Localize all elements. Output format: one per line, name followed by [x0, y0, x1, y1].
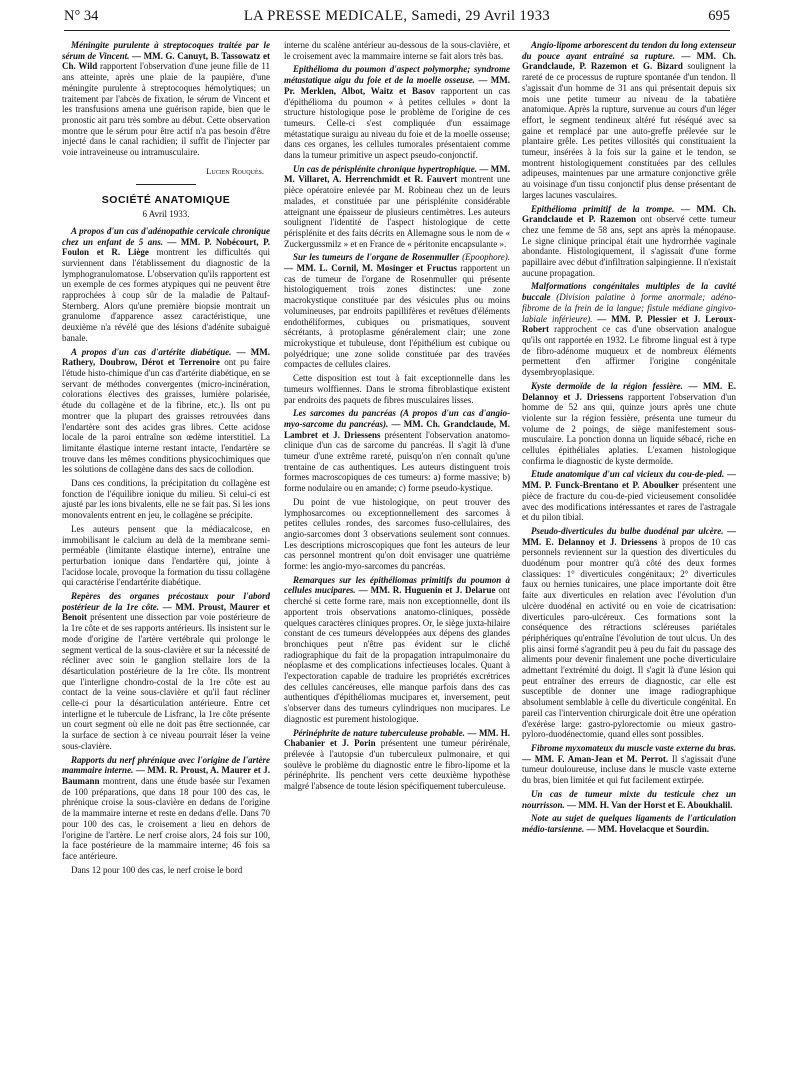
article-body: rapportent l'observation d'un homme de 52 ans qui, quinze jours après une chute violente sur la région fessière, présenta une tumeur du volume de 2 poings, de siège manifestement sous-musculaire. La ponction donna un liquide sébacé, riche en cellules épithéliales aplaties. L'examen histologique confirma le diagnostic de kyste dermoïde.: [522, 391, 737, 466]
article-body: montrent les difficultés qui surviennent dans l'établissement du diagnostic de la lymphogranulomatose. L'observation qu'ils rapportent est un exemple de ces formes atypiques qui ne peuvent être rapprochées à coup sûr de la maladie de Paltauf-Sternberg. Alors qu'une première biopsie montrait un granulome d'apparence assez caractéristique, une deuxième n'a révélé que des lésions d'adénite subaiguë banale.: [62, 247, 270, 343]
article-authors: — MM. Hovelacque et Sourdin.: [586, 823, 709, 834]
page-header: [64, 6, 730, 31]
article-authors: — MM. H. Van der Horst et E. Aboukhalil.: [567, 799, 733, 810]
article-authors: — MM. H. Chabanier et J. Porin: [284, 727, 511, 749]
article-title: Les sarcomes du pancréas (A propos d'un cas d'angio-myo-sarcome du pancréas).: [284, 408, 510, 429]
article-title: Rapports du nerf phrénique avec l'origine de l'artère mammaire interne.: [62, 754, 270, 776]
article-body: soulignent la rareté de ce processus de rupture spontanée d'un tendon. Il s'agissait d'un homme de 31 ans qui présentait depuis six mois une petite tumeur au niveau de la tabatière anatomique. Après la rupture, survenue au cours d'un léger effort, le segment tendineux altéré fut réséqué avec sa gaine et remplacé par une auto-greffe prélevée sur le plantaire grêle. Les petites villosités qui constituaient la tumeur, insérées à la fois sur la gaine et le tendon, se montrent histologiquement constituées par des cellules adipeuses, maintenues par une armature conjonctive grêle au voisinage d'un tissu conjonctif plus dense présentant de larges lacunes vasculaires.: [522, 61, 736, 200]
article-title: Etude anatomique d'un cal vicieux du cou-de-pied.: [531, 469, 725, 480]
article-authors: — MM. G. Canuyt, B. Tassowatz et Ch. Wild: [62, 50, 270, 72]
article-paragraph: interne du scalène antérieur au-dessous de la sous-clavière, et le croisement avec la mammaire interne se fait alors très bas.: [284, 40, 510, 61]
issue-number: N° 34: [64, 8, 99, 24]
article-title: A propos d'un cas d'artérite diabétique.: [71, 346, 232, 357]
article: [522, 381, 736, 467]
article-title: Epithélioma du poumon d'aspect polymorphe; syndrome métastatique aigu du foie et de la moelle osseuse.: [284, 64, 510, 86]
article: [284, 64, 510, 160]
article-title: Angio-lipome arborescent du tendon du long extenseur du pouce ayant entraîné sa rupture.: [522, 40, 736, 61]
article-title: Sur les tumeurs de l'organe de Rosenmuller: [293, 252, 460, 263]
article-body: ont cherché si cette forme rare, mais non exceptionnelle, dont ils apportent trois observations anatomo-cliniques, possède quelques caractères cliniques propres. Or, le siège juxta-hilaire constant de ces tumeurs développées aux dépens des glandes bronchiques peut n'être pas évident sur le cliché radiographique du fait de la propagation intrapulmonaire du néoplasme et des complications infectieuses locales. Quant à l'expectoration capable de traduire les propriétés excrétrices des cellules cancéreuses, elle manque parfois dans des cas authentiques d'épithéliomas mucipares et, inversement, peut s'observer dans des tumeurs cylindriques non mucipares. Le diagnostic est purement histologique.: [284, 585, 511, 724]
article-body: Il s'agissait d'une tumeur douloureuse, incluse dans le muscle vaste externe du bras, bien limitée et qui fut facilement extirpée.: [522, 753, 737, 786]
article: [62, 40, 270, 158]
article-title: Remarques sur les épithéliomas primitifs du poumon à cellules mucipares.: [284, 574, 510, 596]
signature: Lucien Rouquès.: [206, 165, 264, 176]
article-title: Pseudo-diverticules du bulbe duodénal par ulcère.: [531, 525, 724, 536]
divider: [136, 184, 196, 185]
article: [284, 575, 510, 725]
article-paragraph: Cette disposition est tout à fait exceptionnelle dans les tumeurs wolffiennes. Dans le stroma fibroblastique existent par endroits des paquets de fibres musculaires lisses.: [284, 373, 510, 405]
article: [284, 728, 510, 792]
article-title: Note au sujet de quelques ligaments de l'articulation médio-tarsienne.: [522, 813, 736, 834]
article-paragraph: Les auteurs pensent que la médiacalcose, en immobilisant le calcium au delà de la membrane semi-perméable (limitante élastique interne), entraîne une perturbation ionique dans l'endartère qui, jointe à l'acidose locale, provoque la formation du tissu collagène qui caractérise l'endartérite diabétique.: [62, 523, 270, 588]
article-authors: — MM. Rathery, Doubrow, Dérot et Terrenoire: [62, 346, 270, 368]
article: [522, 789, 736, 810]
article-title: Fibrome myxomateux du muscle vaste externe du bras.: [531, 743, 736, 753]
journal-title: LA PRESSE MEDICALE, Samedi, 29 Avril 1933: [243, 8, 551, 24]
article-authors: — MM. P. Plessier et J. Leroux-Robert: [522, 313, 737, 335]
article-title: Un cas de tumeur mixte du testicule chez un nourrisson.: [522, 788, 736, 810]
article-authors: — MM. Proust, Maurer et Benoit: [62, 601, 270, 623]
article: [522, 204, 736, 279]
article-authors: — MM. M. Villaret, A. Herrenchmidt et R. Fauvert: [284, 163, 511, 185]
society-date: 6 Avril 1933.: [142, 209, 190, 220]
article-title: Méningite purulente à streptocoques traitée par le sérum de Vincent.: [62, 40, 270, 61]
article-body: présentent une dissection par voie postérieure de la 1re côte et de ses rapports antérieurs. Ils insistent sur le mode d'origine de l'artère vertébrale qui prolonge le segment vertical de la sous-clavière et sur la nécessité de récliner avec soin le ganglion stellaire lors de la désarticulation postérieure de la 1re côte. Ils montrent que l'interligne chondro-costal de la 1re côte est au contact de la veine sous-clavière et qu'il faut récliner celle-ci pour la désarticulation antérieure. Entre cet interligne et le tubercule de Lisfranc, la 1re côte présente un court segment où elle ne doit pas être sectionnée, car la surface de section à ce niveau pourrait léser la veine sous-clavière.: [62, 612, 270, 751]
article-authors: — MM. P. Funck-Brentano et P. Aboulker: [522, 469, 737, 491]
article-body: montrent, dans une étude basée sur l'examen de 100 préparations, que dans 18 pour 100 des cas, le phrénique croise la sous-clavière en dedans de l'origine de la mammaire interne et reste en dedans d'elle. Dans 70 pour 100 des cas, le croisement a lieu en dehors de l'origine de l'artère. Le nerf croise alors, 24 fois sur 100, la face postérieure de la mammaire interne; 46 fois sa face antérieure.: [62, 776, 271, 861]
article-body: montrent une pièce opératoire enlevée par M. Robineau chez un de leurs malades, et constituée par une périsplénite considérable atteignant une épaisseur de plusieurs centimètres. Les auteurs soulignent l'identité de l'aspect histologique de cette périsplénite et des faits décrits en Allemagne sous le nom de « Zuckergussmilz » et en France de « péritonite encapsulante ».: [284, 174, 510, 249]
article-authors: — MM. Ch. Grandclaude, P. Razemon et G. Bizard: [522, 50, 736, 72]
article-paragraph: Dans 12 pour 100 des cas, le nerf croise le bord: [71, 864, 243, 875]
page-number: 695: [708, 8, 730, 24]
article-body: ont observé cette tumeur chez une femme de 58 ans, sept ans après la ménopause. Le signe clinique principal était une hydrorrhée vaginale abondante. Histologiquement, il s'agissait d'une forme papillaire avec début d'infiltration salpingienne. Il n'existait aucune propagation.: [522, 214, 736, 278]
article-authors: — MM. R. Proust, A. Maurer et J. Baumann: [62, 765, 270, 786]
article-authors: — MM. Ch. Grandclaude, M. Lambret et J. Driessens: [284, 418, 510, 440]
article-subtitle: (Division palatine à forme anormale; adéno-fibrome de la frein de la langue; fistule médiane gingivo-labiale inférieure).: [522, 292, 737, 324]
article-paragraph: Dans ces conditions, la précipitation du collagène est fonction de l'équilibre ionique du milieu. Si celui-ci est ajusté par les ions bivalents, elle ne se fait pas. Si les ions monovalents entrent en jeu, le collagène se précipite.: [62, 478, 270, 521]
article-body: présentent l'observation anatomo-clinique d'un cas de sarcome du pancréas. Il s'agit là d'une tumeur d'une extrême rareté, puisqu'on n'en connaît qu'une trentaine de cas authentiques. Les auteurs distinguent trois formes macroscopiques de ces tumeurs: a) forme massive; b) forme nodulaire ou en amande; c) forme pseudo-kystique.: [284, 429, 510, 494]
article-title: Un cas de périsplénite chronique hypertrophique.: [293, 163, 478, 174]
article-authors: — MM. Ch. Grandclaude et P. Razemon: [522, 203, 736, 225]
article: [284, 408, 510, 494]
article-authors: — MM. F. Aman-Jean et M. Perrot.: [522, 753, 669, 764]
article: [62, 591, 270, 752]
article: [522, 526, 736, 740]
article: [62, 226, 270, 344]
article-authors: — MM. P. Nobécourt, P. Foulon et R. Liège: [62, 236, 271, 258]
article-body: présentent une pièce de fracture du cou-de-pied vicieusement consolidée avec des modifications intéressantes et rares de l'astragale et du pilon tibial.: [522, 480, 736, 523]
article: [522, 469, 736, 523]
article-authors: — MM. R. Huguenin et J. Delarue: [358, 585, 496, 596]
article-title: Kyste dermoïde de la région fessière.: [531, 380, 683, 391]
article-authors: — MM. E. Delannoy et J. Driessens: [522, 525, 736, 547]
article: [284, 164, 510, 250]
article: [284, 252, 510, 370]
column-2: [284, 40, 510, 795]
article: [522, 40, 736, 201]
article: [522, 813, 736, 834]
article-subtitle: (Epoophore).: [462, 252, 510, 263]
article-body: à propos de 10 cas personnels reviennent sur la question des diverticules du duodénum pour montrer qu'à côté des deux formes classiques: 1° diverticules congénitaux; 2° diverticules faux ou hernies tunicaires, une place importante doit être faite aux diverticules en relation avec l'évolution d'un ulcère duodénal en activité ou en voie de cicatrisation: diverticules paro-ulcéreux. Ces formations sont la conséquence des rétractions scléreuses pariétales périphériques qu'entraîne l'évolution de tout ulcus. Un des plis ainsi formé s'agrandit peu à peu du fait du passage des aliments pour devenir finalement une poche diverticulaire admettant l'extrémité du doigt. Il s'agit là d'une lésion qui peut entraîner des erreurs de diagnostic, car elle est susceptible de donner une image radiographique absolument semblable à celle du diverticule congénital. En pareil cas l'intervention chirurgicale doit être une opération d'exérèse large: gastro-pylorectomie ou mieux gastro-pyloro-duodénectomie, quand elles sont possibles.: [522, 536, 736, 740]
article: [62, 755, 270, 862]
article-authors: — MM. L. Cornil, M. Mosinger et Fructus: [284, 263, 457, 274]
article-body: rapportent un cas d'épithélioma du poumon « à petites cellules » dont la structure histologique pose le problème de l'origine de ces tumeurs. Celle-ci s'est compliquée d'un essaimage métastatique suraigu au niveau du foie et de la moelle osseuse; dans ces organes, les cellules tumorales présentaient comme dans la tumeur primitive un aspect pseudo-conjonctif.: [284, 85, 511, 161]
article-authors: — MM. E. Delannoy et J. Driessens: [522, 380, 736, 402]
column-3: [522, 40, 736, 838]
article: [522, 743, 736, 786]
article-body: ont pu faire l'étude histo-chimique d'un cas d'artérite diabétique, en se servant de méthodes convergentes (micro-incinération, colorations électives des graisses, lumière polarisée, étude du collagène et de la fibrine, etc.). Ils ont pu montrer que la plupart des graisses retrouvées dans l'endartère sont des acides gras libres. Cette acidose locale de la paroi entraîne son œdème interstitiel. La limitante élastique interne restant intacte, l'endartère se trouve dans les mêmes conditions physicochimiques que les solutions de collagène dans des sacs de collodion.: [62, 357, 271, 475]
article: [62, 347, 270, 475]
article-paragraph: Du point de vue histologique, on peut trouver des lymphosarcomes ou exceptionnellement des sarcomes à petites cellules rondes, des sarcomes fuso-cellulaires, des angio-sarcomes dont 3 observations seulement sont connues. Les descriptions microscopiques que font les auteurs de leur cas personnel montrent qu'on doit envisager une quatrième forme: les angio-myo-sarcomes du pancréas.: [284, 496, 510, 572]
article-title: Périnéphrite de nature tuberculeuse probable.: [293, 727, 465, 738]
column-1: [62, 40, 270, 878]
article-body: rapportent un cas de tumeur de l'organe de Rosenmuller qui présente histologiquement trois zones distinctes: une zone macrokystique constituée par des vésicules plus ou moins volumineuses, par endroits papillifères et revêtues d'éléments endothéliformes, cubiques ou prismatiques, souvent sécrétants, à protoplasme généralement clair; une zone microkystique et tubuleuse, dont l'épithélium est cubique ou polyédrique; une zone solide constituée par des travées compactes de cellules claires.: [284, 263, 510, 370]
article-title: A propos d'un cas d'adénopathie cervicale chronique chez un enfant de 5 ans.: [62, 225, 270, 247]
article-body: rapportent l'observation d'une jeune fille de 11 ans atteinte, après une plaie de la paupière, d'une méningite purulente à streptocoques hémolytiques; un traitement par l'abcès de fixation, le sérum de Vincent et les transfusions amena une guérison rapide, bien que le pronostic ait paru très sombre au début. Cette observation montre que le sérum pour être actif n'a pas besoin d'être injecté dans le canal rachidien; il suffit de l'injecter par voie intraveineuse ou intramusculaire.: [62, 61, 271, 158]
article-title: Repères des organes précostaux pour l'abord postérieur de la 1re côte.: [62, 591, 270, 612]
article: [522, 281, 736, 377]
article-title: Malformations congénitales multiples de la cavité buccale: [522, 281, 736, 303]
article-body: rapprochent ce cas d'une observation analogue qu'ils ont rapportée en 1932. Le fibrome lingual est à type de fibro-adénome muqueux et de nombreux éléments permettent d'en affirmer l'origine congénitale dysembryoplasique.: [522, 324, 736, 378]
article-body: présentent une tumeur périrénale, prélevée à l'autopsie d'un tuberculeux pulmonaire, et qui soulève le problème du diagnostic entre le fibro-lipome et la périnéphrite. Ils penchent vers cette deuxième hypothèse malgré l'absence de toute lésion spécifiquement tuberculeuse.: [284, 738, 510, 792]
article-title: Epithélioma primitif de la trompe.: [531, 203, 675, 214]
society-heading: SOCIÉTÉ ANATOMIQUE: [101, 194, 231, 207]
article-authors: — MM. Pr. Merklen, Albot, Waitz et Basov: [284, 75, 510, 96]
